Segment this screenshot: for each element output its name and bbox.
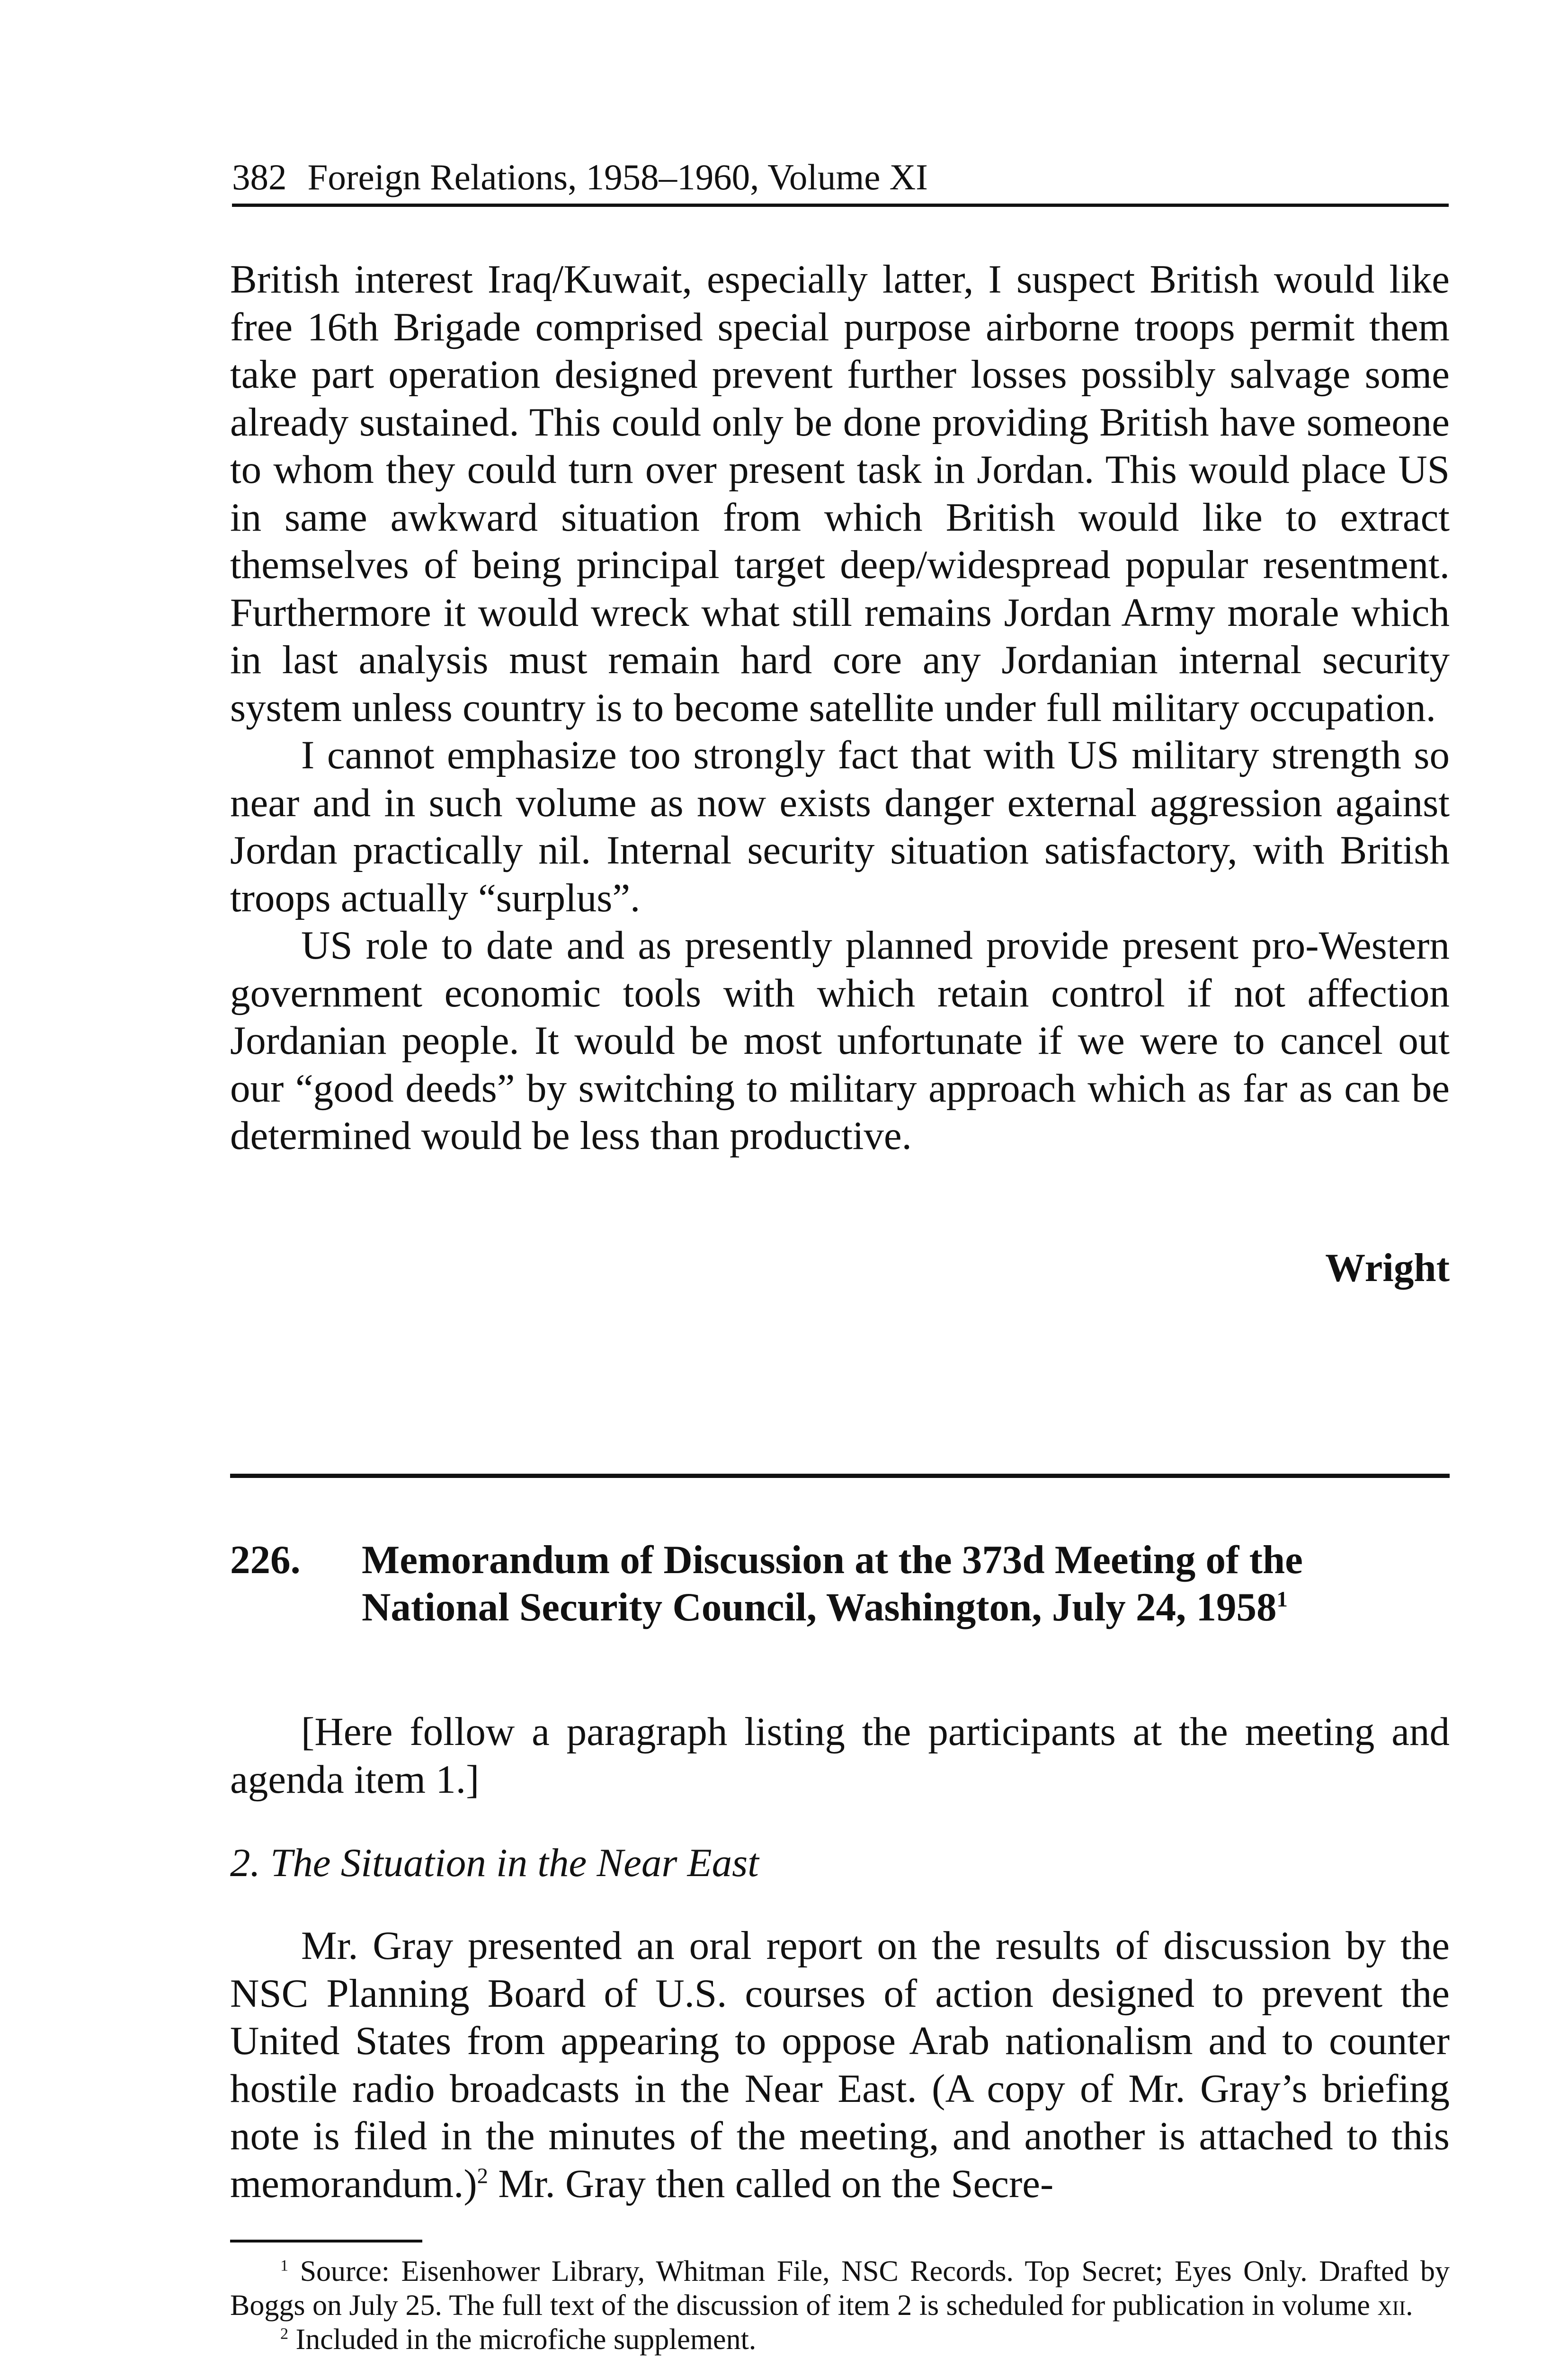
running-head-title: Foreign Relations, 1958–1960, Volume XI [307,157,928,197]
document-title-block [362,1536,1450,1631]
footnote-text: Included in the microfiche supplement. [288,2323,757,2356]
footnote-marker: 1 [280,2257,289,2275]
body-text-continued: Mr. Gray then called on the Secre- [488,2161,1054,2206]
footnote [230,2323,1450,2357]
section-heading: 2. The Situation in the Near East [230,1841,759,1885]
footnote [230,2254,1450,2323]
footnote-ref[interactable]: 2 [477,2163,489,2189]
body-paragraph [230,1922,1450,2207]
footnote-end: . [1406,2289,1413,2322]
body-text: Mr. Gray presented an oral report on the results of discussion by the NSC Planning Board of U.S. courses of action designed to prevent the United States from appearing to oppose Arab nationalism and to counter hostile radio broadcasts in the Near East. (A copy of Mr. Gray’s briefing note is filed in the minutes of the meeting, and another is attached to this memorandum.) [230,1923,1450,2206]
continued-paragraph: British interest Iraq/Kuwait, especially latter, I suspect British would like free 16th Brigade comprised special purpose airborne troops permit them take part operation designed prevent further losses possibly salvage some already sustained. This could only be done providing British have someone to whom they could turn over present task in Jordan. This would place US in same awkward situation from which British would like to extract themselves of being principal target deep/widespread popular resentment. Furthermore it would wreck what still remains Jordan Army morale which in last analysis must remain hard core any Jordanian internal security system unless country is to become satellite under full military occupation. [230,257,1450,730]
continued-paragraph: US role to date and as presently planned provide present pro-Western government economic tools with which retain control if not affection Jordanian people. It would be most unfortunate if we were to cancel out our “good deeds” by switching to military approach which as far as can be determined would be less than productive. [230,923,1450,1158]
footnote-volume: xii [1377,2289,1406,2322]
editorial-note-block [230,1708,1450,1803]
editorial-note: [Here follow a paragraph listing the participants at the meeting and agenda item 1.] [230,1709,1450,1802]
running-head [232,151,1449,207]
continued-text [230,256,1450,1160]
footnotes [230,2254,1450,2357]
footnote-marker: 2 [280,2325,289,2343]
footnote-text: Source: Eisenhower Library, Whitman File, NSC Records. Top Secret; Eyes Only. Drafted by Boggs on July 25. The full text of the discussion of item 2 is scheduled for publication in volume [230,2255,1450,2322]
footnote-ref[interactable]: 1 [1276,1587,1288,1612]
page-number: 382 [232,157,287,197]
footnote-divider [230,2240,422,2242]
memorandum-body [230,1922,1450,2207]
document-title: Memorandum of Discussion at the 373d Meeting of the National Security Council, Washington, July 24, 1958 [362,1538,1303,1629]
continued-paragraph: I cannot emphasize too strongly fact that with US military strength so near and in such volume as now exists danger external aggression against Jordan practically nil. Internal security situation satisfactory, with British troops actually “surplus”. [230,733,1450,920]
signature: Wright [1325,1246,1450,1290]
document-divider [230,1474,1450,1478]
document-number: 226. [230,1538,301,1582]
